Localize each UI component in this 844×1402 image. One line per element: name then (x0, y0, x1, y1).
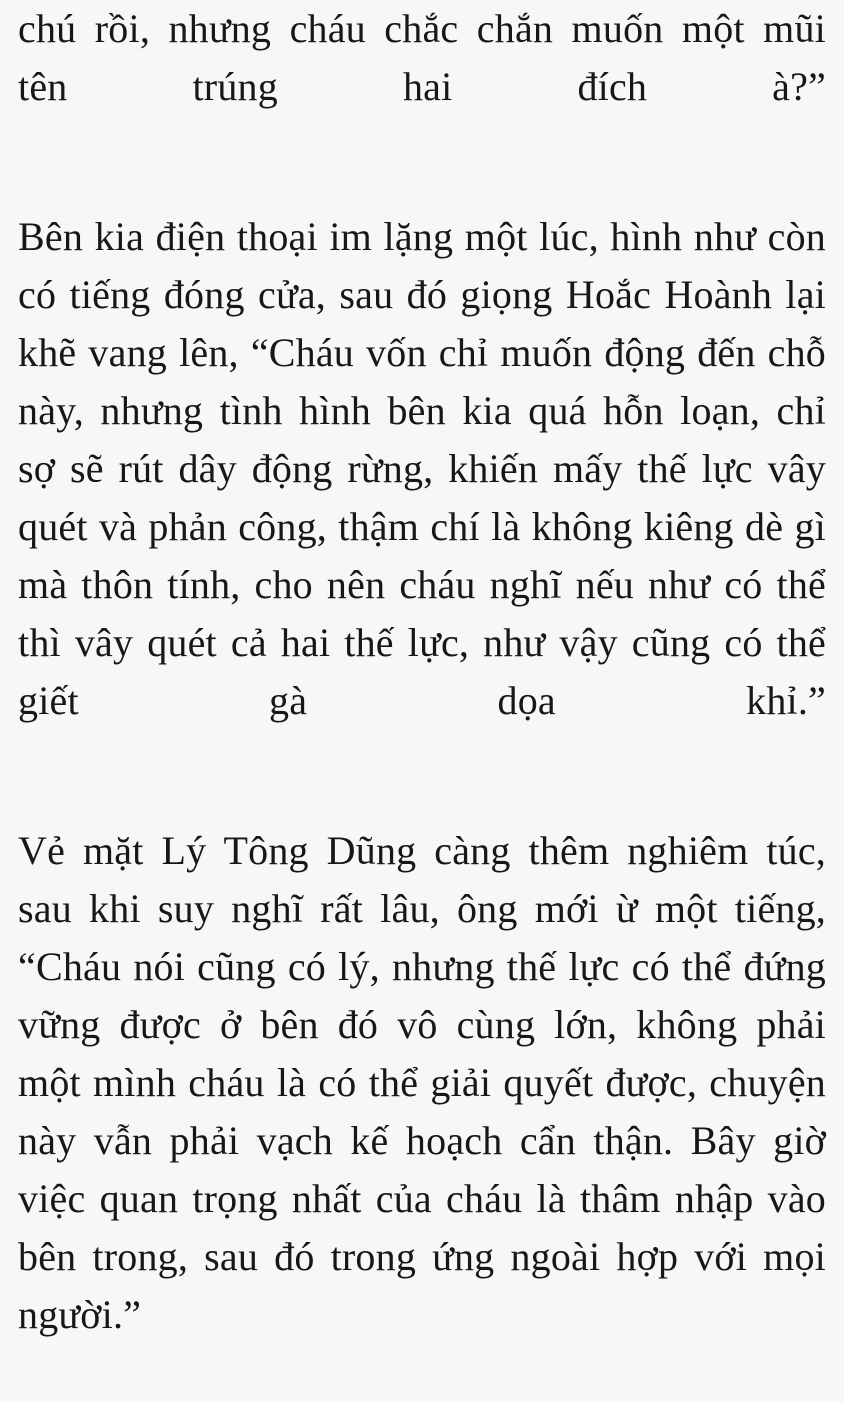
paragraph: chú rồi, nhưng cháu chắc chắn muốn một mũi tên trúng hai đích à?” (18, 6, 826, 109)
page-body (18, 0, 826, 1402)
paragraph: Vẻ mặt Lý Tông Dũng càng thêm nghiêm túc, sau khi suy nghĩ rất lâu, ông mới ừ một tiếng, “Cháu nói cũng có lý, nhưng thế lực có thể đứng vững được ở bên đó vô cùng lớn, không phải một mình cháu là có thể giải quyết được, chuyện này vẫn phải vạch kế hoạch cẩn thận. Bây giờ việc quan trọng nhất của cháu là thâm nhập vào bên trong, sau đó trong ứng ngoài hợp với mọi người.” (18, 828, 826, 1337)
paragraph: Bên kia điện thoại im lặng một lúc, hình như còn có tiếng đóng cửa, sau đó giọng Hoắc Hoành lại khẽ vang lên, “Cháu vốn chỉ muốn động đến chỗ này, nhưng tình hình bên kia quá hỗn loạn, chỉ sợ sẽ rút dây động rừng, khiến mấy thế lực vây quét và phản công, thậm chí là không kiêng dè gì mà thôn tính, cho nên cháu nghĩ nếu như có thể thì vây quét cả hai thế lực, như vậy cũng có thể giết gà dọa khỉ.” (18, 214, 826, 723)
